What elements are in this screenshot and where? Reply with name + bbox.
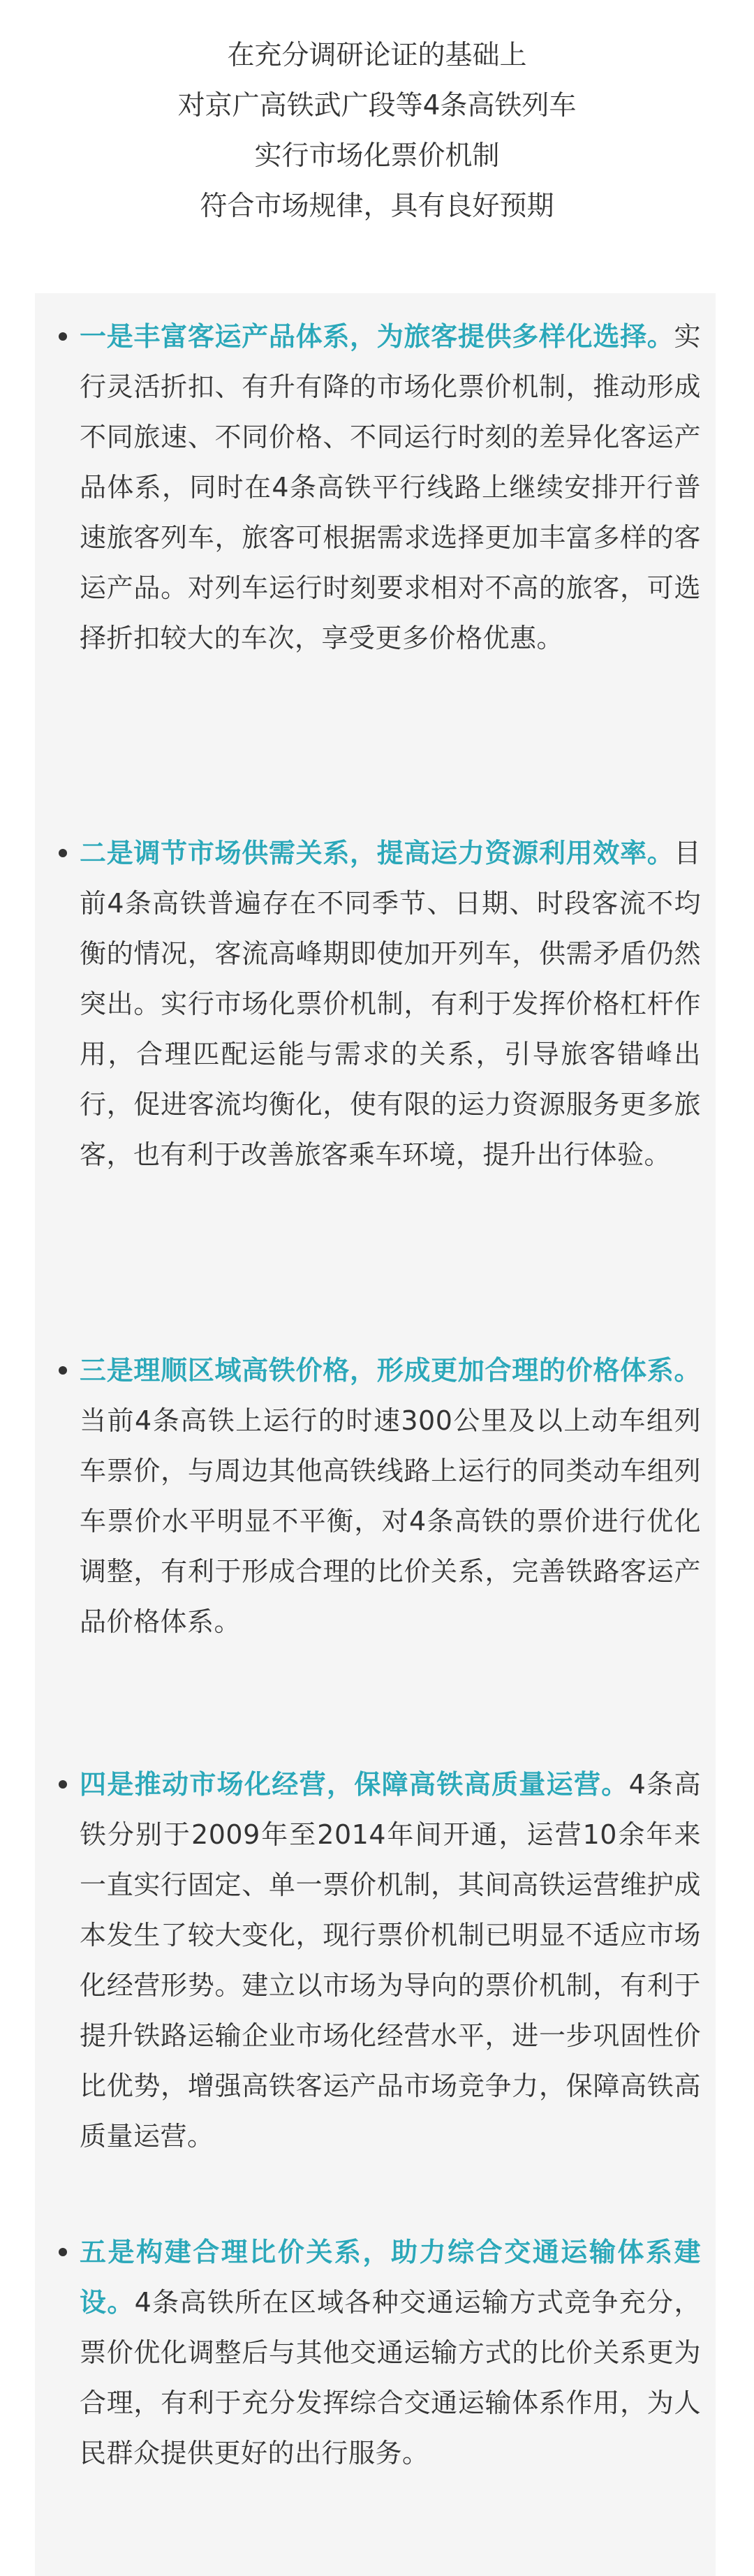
- bullet-dot: [59, 1780, 67, 1789]
- intro-line-3: 实行市场化票价机制: [254, 140, 500, 172]
- points-panel: [35, 293, 716, 2576]
- point-item-3: [80, 1345, 701, 1647]
- bullet-dot: [59, 332, 67, 341]
- point-1-body: 实行灵活折扣、有升有降的市场化票价机制，推动形成不同旅速、不同价格、不同运行时刻的差异化客运产品体系，同时在4条高铁平行线路上继续安排开行普速旅客列车，旅客可根据需求选择更加丰富多样的客运产品。对列车运行时刻要求相对不高的旅客，可选择折扣较大的车次，享受更多价格优惠。: [80, 321, 701, 653]
- point-item-1: [80, 311, 701, 663]
- point-3-highlight: 三是理顺区域高铁价格，形成更加合理的价格体系。: [80, 1355, 701, 1386]
- point-item-5: [80, 2227, 701, 2478]
- point-1-highlight: 一是丰富客运产品体系，为旅客提供多样化选择。: [80, 321, 674, 352]
- intro-block: [0, 0, 754, 232]
- point-5-body: 4条高铁所在区域各种交通运输方式竞争充分，票价优化调整后与其他交通运输方式的比价关系更为合理，有利于充分发挥综合交通运输体系作用，为人民群众提供更好的出行服务。: [80, 2287, 701, 2468]
- bullet-dot: [59, 849, 67, 857]
- intro-line-2: 对京广高铁武广段等4条高铁列车: [177, 90, 577, 121]
- point-4-highlight: 四是推动市场化经营，保障高铁高质量运营。: [80, 1769, 629, 1800]
- point-item-4: [80, 1759, 701, 2161]
- point-2-body: 目前4条高铁普遍存在不同季节、日期、时段客流不均衡的情况，客流高峰期即使加开列车，供需矛盾仍然突出。实行市场化票价机制，有利于发挥价格杠杆作用，合理匹配运能与需求的关系，引导旅客错峰出行，促进客流均衡化，使有限的运力资源服务更多旅客，也有利于改善旅客乘车环境，提升出行体验。: [80, 838, 701, 1170]
- point-5-highlight: 五是构建合理比价关系，助力综合交通运输体系建设。: [80, 2237, 701, 2318]
- bullet-dot: [59, 2248, 67, 2256]
- bullet-dot: [59, 1366, 67, 1375]
- intro-line-1: 在充分调研论证的基础上: [227, 40, 527, 71]
- point-3-body: 当前4条高铁上运行的时速300公里及以上动车组列车票价，与周边其他高铁线路上运行的同类动车组列车票价水平明显不平衡，对4条高铁的票价进行优化调整，有利于形成合理的比价关系，完善铁路客运产品价格体系。: [80, 1405, 701, 1637]
- point-4-body: 4条高铁分别于2009年至2014年间开通，运营10余年来一直实行固定、单一票价机制，其间高铁运营维护成本发生了较大变化，现行票价机制已明显不适应市场化经营形势。建立以市场为导向的票价机制，有利于提升铁路运输企业市场化经营水平，进一步巩固性价比优势，增强高铁客运产品市场竞争力，保障高铁高质量运营。: [80, 1769, 701, 2152]
- point-item-2: [80, 828, 701, 1180]
- point-2-highlight: 二是调节市场供需关系，提高运力资源利用效率。: [80, 838, 674, 868]
- intro-line-4: 符合市场规律，具有良好预期: [200, 191, 554, 222]
